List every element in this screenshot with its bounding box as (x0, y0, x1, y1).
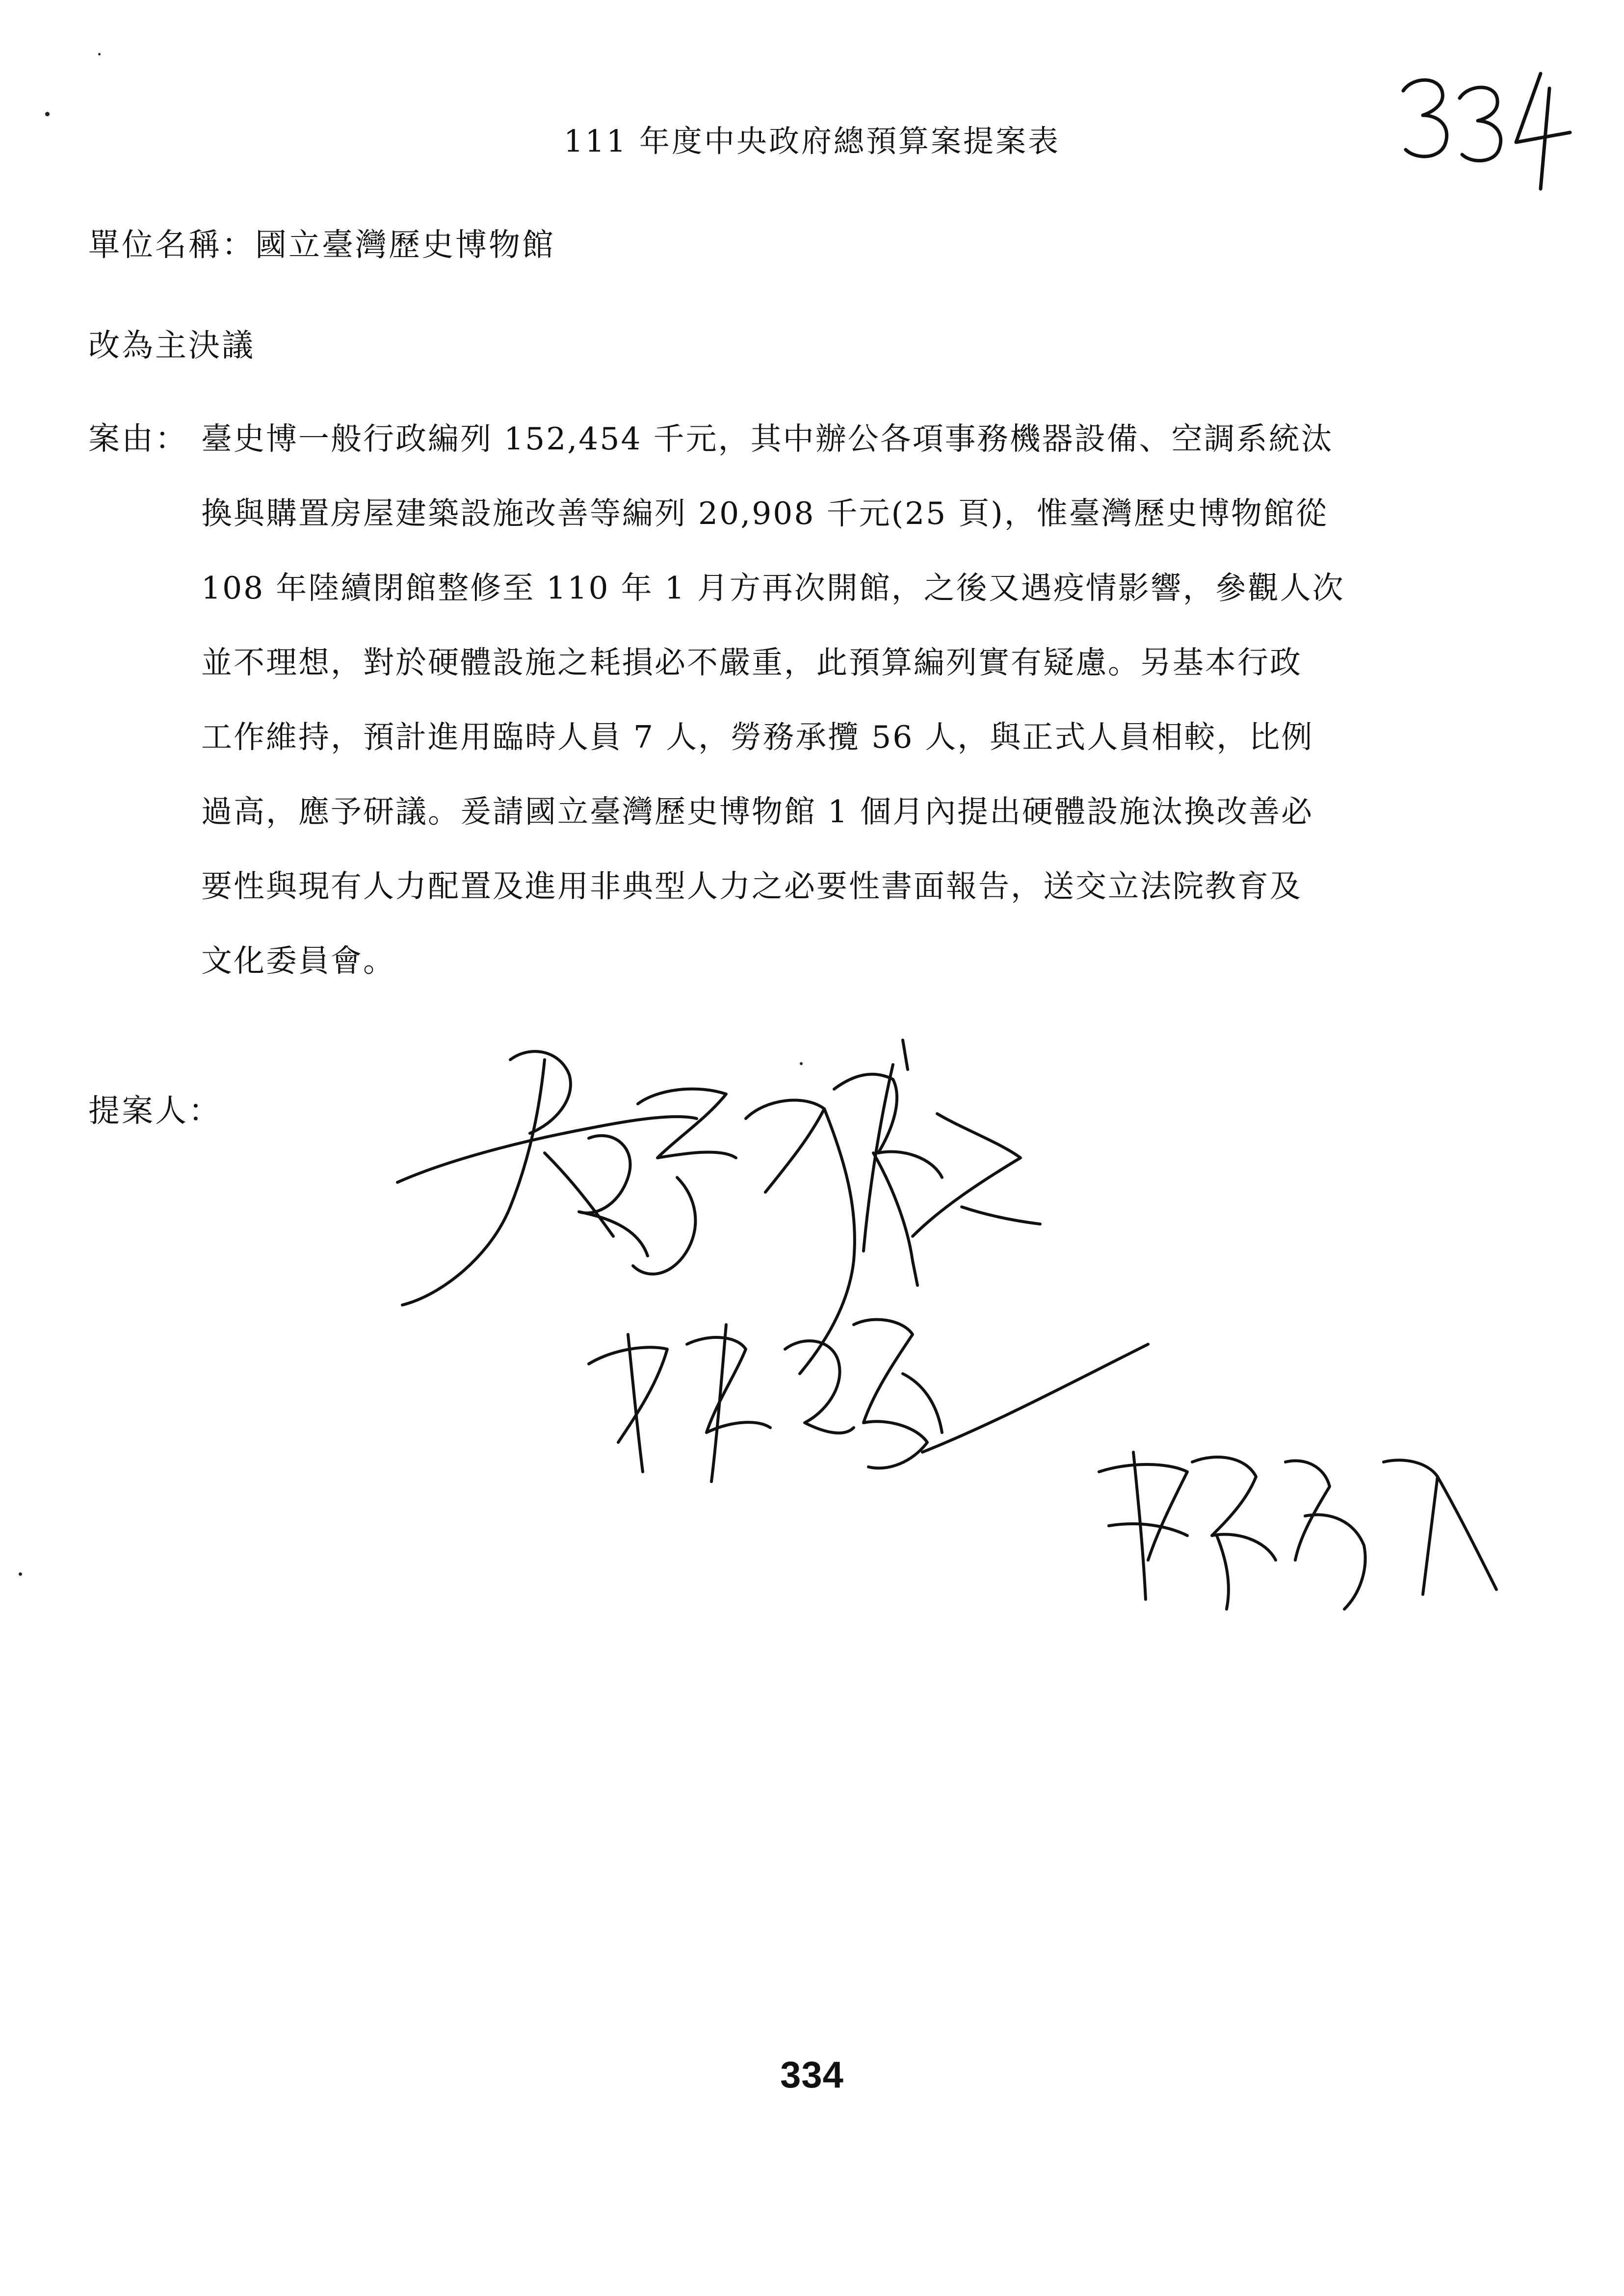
reason-label: 案由： (88, 421, 188, 457)
page-number: 334 (780, 2054, 844, 2096)
unit-label: 單位名稱： (88, 227, 255, 263)
scan-speck (19, 1572, 22, 1576)
reason-line: 臺史博一般行政編列 152,454 千元，其中辦公各項事務機器設備、空調系統汰 (201, 421, 1334, 457)
resolution-type: 改為主決議 (88, 328, 255, 364)
reason-line: 並不理想，對於硬體設施之耗損必不嚴重，此預算編列實有疑慮。另基本行政 (201, 645, 1302, 680)
scan-speck (98, 53, 101, 55)
reason-line: 過高，應予研議。爰請國立臺灣歷史博物館 1 個月內提出硬體設施汰換改善必 (201, 794, 1314, 830)
unit-name: 國立臺灣歷史博物館 (255, 227, 555, 263)
scan-speck (45, 112, 50, 116)
proposer-label: 提案人： (88, 1093, 222, 1129)
reason-line: 108 年陸續閉館整修至 110 年 1 月方再次開館，之後又遇疫情影響，參觀人次 (201, 570, 1345, 606)
reason-line: 要性與現有人力配置及進用非典型人力之必要性書面報告，送交立法院教育及 (201, 868, 1302, 904)
handwritten-signatures-icon (383, 1030, 1511, 1648)
reason-line: 工作維持，預計進用臨時人員 7 人，勞務承攬 56 人，與正式人員相較，比例 (201, 719, 1314, 755)
document-title: 111 年度中央政府總預算案提案表 (563, 123, 1061, 159)
unit-row (88, 226, 555, 265)
reason-line: 換與購置房屋建築設施改善等編列 20,908 千元(25 頁)，惟臺灣歷史博物館從 (201, 496, 1328, 531)
reason-body (201, 402, 1516, 998)
reason-line: 文化委員會。 (201, 943, 395, 979)
